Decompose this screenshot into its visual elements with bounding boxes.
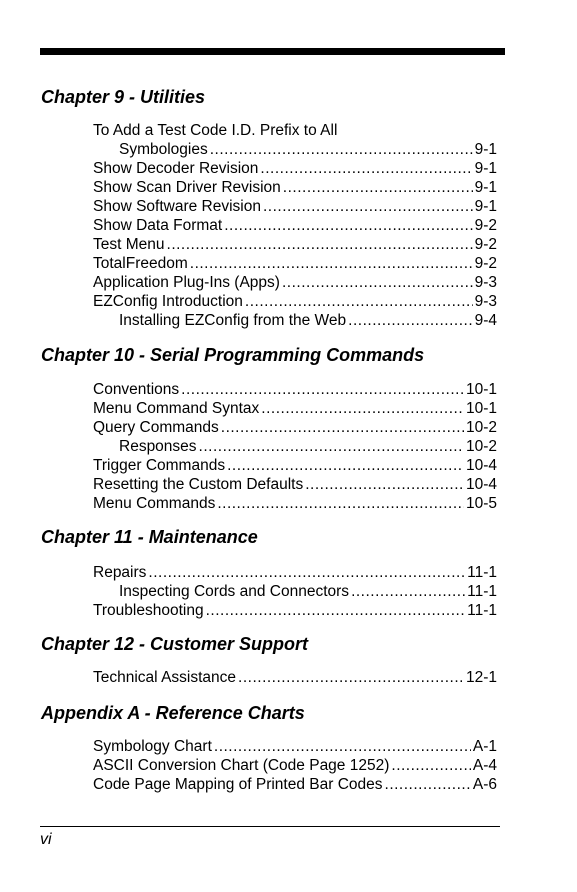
toc-entry-page: 12-1: [465, 669, 497, 686]
toc-entry[interactable]: [93, 475, 497, 494]
dot-leader: [148, 563, 465, 582]
dot-leader: [351, 582, 465, 601]
toc-entry-title: Show Data Format: [93, 217, 223, 234]
chapter-12-heading: Chapter 12 - Customer Support: [41, 634, 309, 654]
toc-entry[interactable]: [93, 178, 497, 197]
toc-entry[interactable]: [93, 668, 497, 687]
dot-leader: [190, 254, 473, 273]
toc-entry-title: Show Decoder Revision: [93, 160, 259, 177]
dot-leader: [282, 273, 473, 292]
toc-entry-title: Conventions: [93, 381, 180, 398]
dot-leader: [199, 437, 464, 456]
dot-leader: [227, 456, 464, 475]
toc-entry[interactable]: [93, 737, 497, 756]
toc-entry-title: Application Plug-Ins (Apps): [93, 274, 280, 291]
toc-entry[interactable]: [93, 254, 497, 273]
toc-entry[interactable]: [93, 582, 497, 601]
dot-leader: [221, 418, 464, 437]
chapter-11-heading: Chapter 11 - Maintenance: [41, 527, 258, 547]
chapter-9-heading: Chapter 9 - Utilities: [41, 87, 206, 107]
chapter-9-entries: [93, 121, 497, 330]
toc-entry-page: 9-2: [474, 236, 497, 253]
toc-entry-page: 10-2: [465, 419, 497, 436]
toc-entry[interactable]: [93, 216, 497, 235]
dot-leader: [385, 775, 471, 794]
toc-entry-page: 9-4: [474, 312, 497, 329]
toc-entry-page: 10-4: [465, 457, 497, 474]
toc-entry-page: 9-1: [474, 198, 497, 215]
toc-entry[interactable]: [93, 311, 497, 330]
dot-leader: [167, 235, 473, 254]
toc-intro-line: To Add a Test Code I.D. Prefix to All: [93, 122, 338, 139]
chapter-12-entries: [93, 668, 497, 687]
toc-entry[interactable]: [93, 456, 497, 475]
toc-entry-title: ASCII Conversion Chart (Code Page 1252): [93, 757, 390, 774]
toc-entry-title: EZConfig Introduction: [93, 293, 243, 310]
toc-entry[interactable]: [93, 494, 497, 513]
toc-entry-title: TotalFreedom: [93, 255, 188, 272]
toc-entry-page: 10-1: [465, 381, 497, 398]
appendix-a-entries: [93, 737, 497, 794]
toc-entry-page: 11-1: [467, 564, 497, 581]
toc-entry[interactable]: [93, 563, 497, 582]
toc-entry-title: Symbologies: [119, 141, 208, 158]
dot-leader: [260, 159, 472, 178]
toc-entry-title: Repairs: [93, 564, 147, 581]
toc-entry-title: Inspecting Cords and Connectors: [119, 583, 350, 600]
dot-leader: [263, 197, 473, 216]
toc-entry-title: Query Commands: [93, 419, 219, 436]
dot-leader: [210, 140, 473, 159]
dot-leader: [238, 668, 464, 687]
dot-leader: [214, 737, 471, 756]
toc-entry[interactable]: [93, 159, 497, 178]
dot-leader: [348, 311, 472, 330]
toc-entry-title: Responses: [119, 438, 197, 455]
toc-entry-title: Show Software Revision: [93, 198, 261, 215]
toc-entry-page: 10-4: [465, 476, 497, 493]
toc-entry[interactable]: [93, 292, 497, 311]
toc-entry-page: 9-2: [474, 217, 497, 234]
toc-entry-page: 10-2: [465, 438, 497, 455]
toc-entry-title: Symbology Chart: [93, 738, 212, 755]
appendix-a-heading: Appendix A - Reference Charts: [41, 703, 305, 723]
toc-entry[interactable]: [93, 418, 497, 437]
toc-entry-page: A-6: [472, 776, 497, 793]
toc-entry-page: A-1: [472, 738, 497, 755]
dot-leader: [217, 494, 464, 513]
toc-entry-title: Menu Commands: [93, 495, 216, 512]
toc-entry[interactable]: [93, 197, 497, 216]
dot-leader: [283, 178, 473, 197]
bottom-rule: [40, 826, 500, 827]
toc-entry[interactable]: [93, 380, 497, 399]
toc-entry-page: 9-1: [474, 160, 497, 177]
toc-entry-page: A-4: [472, 757, 497, 774]
toc-entry[interactable]: [93, 140, 497, 159]
toc-entry-title: Resetting the Custom Defaults: [93, 476, 304, 493]
page-number: vi: [40, 831, 52, 848]
toc-entry-title: Code Page Mapping of Printed Bar Codes: [93, 776, 383, 793]
toc-entry-title: Show Scan Driver Revision: [93, 179, 281, 196]
toc-entry-page: 9-3: [474, 293, 497, 310]
dot-leader: [245, 292, 473, 311]
toc-entry-page: 9-2: [474, 255, 497, 272]
toc-entry-page: 9-1: [474, 141, 497, 158]
toc-entry-title: Test Menu: [93, 236, 165, 253]
dot-leader: [224, 216, 472, 235]
toc-entry-page: 10-5: [465, 495, 497, 512]
dot-leader: [391, 756, 470, 775]
toc-entry[interactable]: [93, 775, 497, 794]
toc-entry[interactable]: [93, 273, 497, 292]
dot-leader: [181, 380, 464, 399]
toc-entry[interactable]: [93, 601, 497, 620]
toc-entry-title: Troubleshooting: [93, 602, 204, 619]
toc-entry[interactable]: [93, 437, 497, 456]
toc-entry-page: 10-1: [465, 400, 497, 417]
toc-entry-title: Trigger Commands: [93, 457, 226, 474]
toc-entry-page: 11-1: [467, 583, 497, 600]
dot-leader: [305, 475, 464, 494]
toc-entry-page: 11-1: [467, 602, 497, 619]
dot-leader: [261, 399, 464, 418]
chapter-10-heading: Chapter 10 - Serial Programming Commands: [41, 345, 425, 365]
toc-entry-title: Technical Assistance: [93, 669, 237, 686]
top-rule: [40, 48, 505, 55]
chapter-10-entries: [93, 380, 497, 513]
toc-entry-title: Installing EZConfig from the Web: [119, 312, 347, 329]
toc-entry[interactable]: [93, 235, 497, 254]
toc-entry-title: Menu Command Syntax: [93, 400, 260, 417]
toc-entry[interactable]: [93, 399, 497, 418]
toc-entry[interactable]: [93, 756, 497, 775]
chapter-11-entries: [93, 563, 497, 620]
toc-entry-page: 9-3: [474, 274, 497, 291]
toc-entry-page: 9-1: [474, 179, 497, 196]
dot-leader: [206, 601, 466, 620]
